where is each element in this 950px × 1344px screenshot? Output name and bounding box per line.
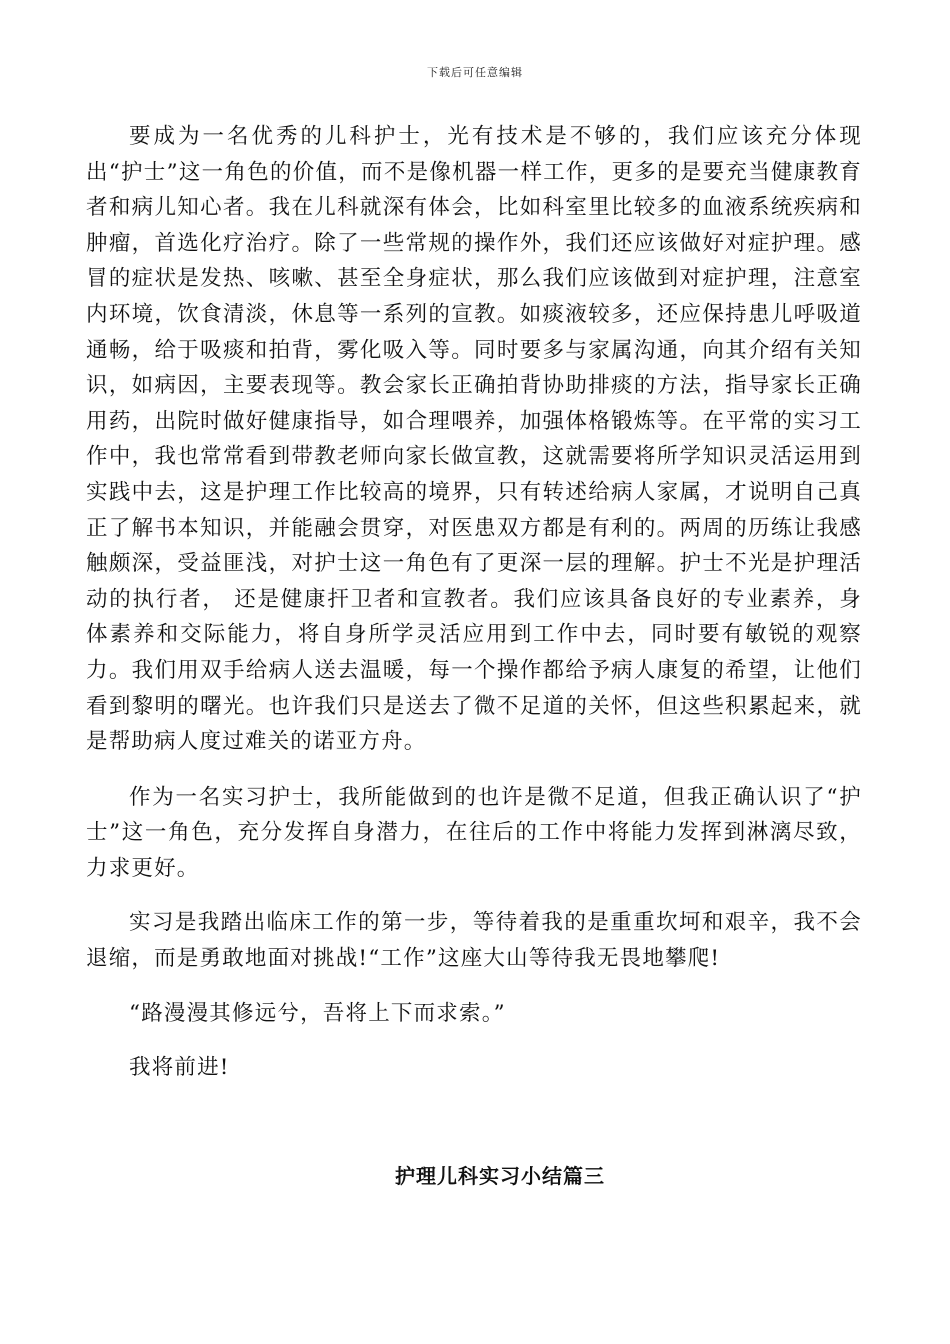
document-body bbox=[86, 119, 862, 1086]
paragraph-closing: 我将前进! bbox=[129, 1055, 230, 1081]
paragraph-intern-nurse: 作为一名实习护士，我所能做到的也许是微不足道，但我正确认识了“护士”这一角色，充分发挥自身潜力，在往后的工作中将能力发挥到淋漓尽致，力求更好。 bbox=[86, 784, 862, 881]
paragraph-first-step: 实习是我踏出临床工作的第一步，等待着我的是重重坎坷和艰辛，我不会退缩，而是勇敢地面对挑战!“工作”这座大山等待我无畏地攀爬! bbox=[86, 910, 862, 972]
paragraph-pediatric-nurse-role: 要成为一名优秀的儿科护士，光有技术是不够的，我们应该充分体现出“护士”这一角色的价值，而不是像机器一样工作，更多的是要充当健康教育者和病儿知心者。我在儿科就深有体会，比如科室里比较多的血液系统疾病和肿瘤，首选化疗治疗。除了一些常规的操作外，我们还应该做好对症护理。感冒的症状是发热、咳嗽、甚至全身症状，那么我们应该做到对症护理，注意室内环境，饮食清淡，休息等一系列的宣教。如痰液较多，还应保持患儿呼吸道通畅，给于吸痰和拍背，雾化吸入等。同时要多与家属沟通，向其介绍有关知识，如病因，主要表现等。教会家长正确拍背协助排痰的方法，指导家长正确用药，出院时做好健康指导，如合理喂养，加强体格锻炼等。在平常的实习工作中，我也常常看到带教老师向家长做宣教，这就需要将所学知识灵活运用到实践中去，这是护理工作比较高的境界，只有转述给病人家属，才说明自己真正了解书本知识，并能融会贯穿，对医患双方都是有利的。两周的历练让我感触颇深，受益匪浅，对护士这一角色有了更深一层的理解。护士不光是护理活动的执行者， 还是健康扞卫者和宣教者。我们应该具备良好的专业素养，身体素养和交际能力，将自身所学灵活应用到工作中去，同时要有敏锐的观察力。我们用双手给病人送去温暖，每一个操作都给予病人康复的希望，让他们看到黎明的曙光。也许我们只是送去了微不足道的关怀，但这些积累起来，就是帮助病人度过难关的诺亚方舟。 bbox=[86, 124, 862, 755]
page-header-note: 下载后可任意编辑 bbox=[427, 66, 523, 79]
section-title: 护理儿科实习小结篇三 bbox=[395, 1164, 605, 1188]
paragraph-quote: “路漫漫其修远兮，吾将上下而求索。” bbox=[129, 1000, 506, 1026]
